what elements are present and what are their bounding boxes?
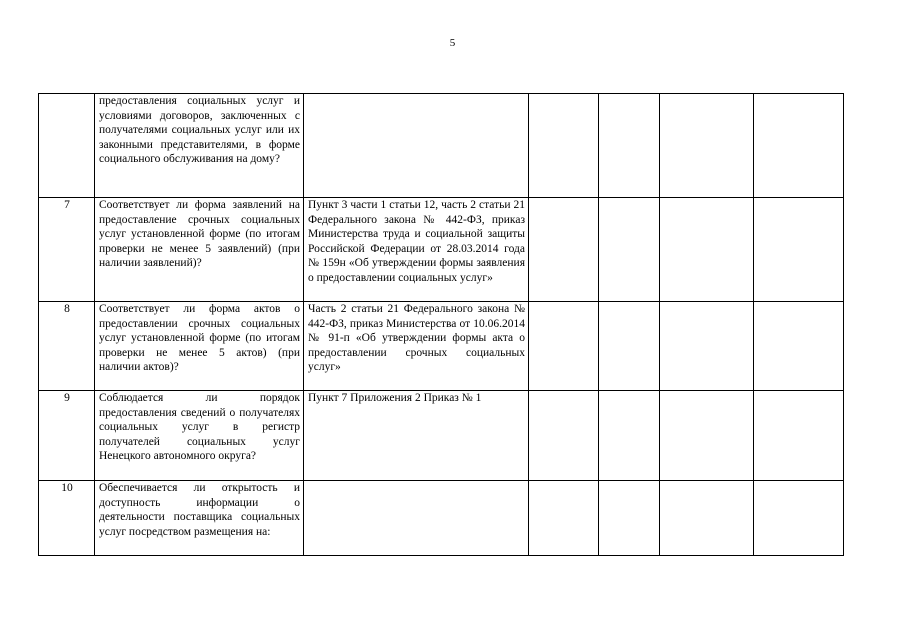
question-cell: Соблюдается ли порядок предоставления сведений о получателях социальных услуг в регистр получателей социальных услуг Ненецкого автономного округа?	[95, 391, 304, 481]
norm-cell	[304, 94, 529, 198]
answer-cell	[660, 391, 754, 481]
norm-cell: Часть 2 статьи 21 Федерального закона № 442-ФЗ, приказ Министерства от 10.06.2014 № 91-п «Об утверждении формы акта о предоставлении срочных социальных услуг»	[304, 302, 529, 391]
answer-cell	[529, 198, 599, 302]
norm-cell: Пункт 3 части 1 статьи 12, часть 2 статьи 21 Федерального закона № 442-ФЗ, приказ Министерства труда и социальной защиты Российской Федерации от 28.03.2014 года № 159н «Об утверждении формы заявления о предоставлении социальных услуг»	[304, 198, 529, 302]
question-cell: Обеспечивается ли открытость и доступность информации о деятельности поставщика социальных услуг посредством размещения на:	[95, 481, 304, 556]
answer-cell	[529, 391, 599, 481]
answer-cell	[599, 94, 660, 198]
answer-cell	[754, 198, 844, 302]
row-number: 8	[39, 302, 95, 391]
question-cell: Соответствует ли форма актов о предоставлении срочных социальных услуг установленной форме (по итогам проверки не менее 5 актов) (при наличии актов)?	[95, 302, 304, 391]
row-number: 10	[39, 481, 95, 556]
row-number: 9	[39, 391, 95, 481]
answer-cell	[529, 481, 599, 556]
answer-cell	[660, 94, 754, 198]
table-row	[39, 302, 844, 391]
question-cell: Соответствует ли форма заявлений на предоставление срочных социальных услуг установленной форме (по итогам проверки не менее 5 заявлений) (при наличии заявлений)?	[95, 198, 304, 302]
answer-cell	[599, 198, 660, 302]
answer-cell	[660, 302, 754, 391]
table-row	[39, 481, 844, 556]
row-number: 7	[39, 198, 95, 302]
answer-cell	[754, 481, 844, 556]
norm-cell: Пункт 7 Приложения 2 Приказ № 1	[304, 391, 529, 481]
answer-cell	[754, 391, 844, 481]
answer-cell	[754, 94, 844, 198]
question-cell: предоставления социальных услуг и условиями договоров, заключенных с получателями социальных услуг или их законными представителями, в форме социального обслуживания на дому?	[95, 94, 304, 198]
answer-cell	[754, 302, 844, 391]
answer-cell	[660, 481, 754, 556]
row-number	[39, 94, 95, 198]
table-row	[39, 391, 844, 481]
norm-cell	[304, 481, 529, 556]
answer-cell	[529, 302, 599, 391]
page-number: 5	[449, 37, 456, 49]
answer-cell	[599, 302, 660, 391]
table-row	[39, 94, 844, 198]
answer-cell	[660, 198, 754, 302]
answer-cell	[599, 391, 660, 481]
answer-cell	[599, 481, 660, 556]
table-row	[39, 198, 844, 302]
answer-cell	[529, 94, 599, 198]
checklist-table	[38, 93, 844, 556]
